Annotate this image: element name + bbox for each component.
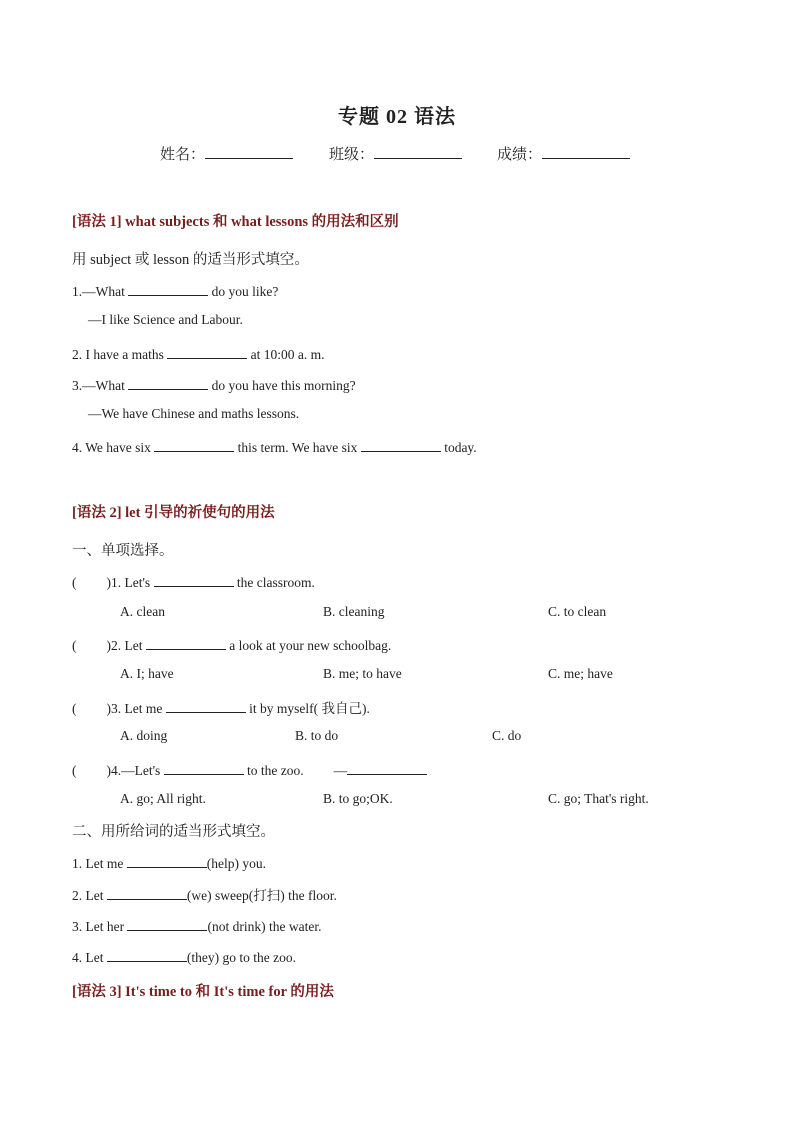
fill-question-3: 3. Let her (not drink) the water. — [72, 916, 321, 935]
answer-blank[interactable] — [166, 698, 246, 713]
mc-question-4: ( )4.—Let's to the zoo. — — [72, 760, 427, 779]
question-3a: 3.—What do you have this morning? — [72, 375, 356, 394]
option-b[interactable]: B. to do — [295, 728, 339, 743]
name-field[interactable] — [160, 143, 293, 164]
section-heading-grammar-1: [语法 1] what subjects 和 what lessons 的用法和区别 — [72, 214, 399, 230]
answer-blank[interactable] — [167, 344, 247, 359]
class-field[interactable] — [329, 143, 462, 164]
option-a[interactable]: A. go; All right. — [120, 791, 206, 806]
class-blank[interactable] — [374, 144, 462, 159]
answer-blank[interactable] — [128, 375, 208, 390]
answer-blank[interactable] — [164, 760, 244, 775]
name-blank[interactable] — [205, 144, 293, 159]
answer-blank[interactable] — [146, 635, 226, 650]
option-a[interactable]: A. doing — [120, 728, 168, 743]
option-a[interactable]: A. clean — [120, 604, 165, 619]
mc-question-3: ( )3. Let me it by myself( 我自己). — [72, 697, 370, 717]
fill-question-1: 1. Let me (help) you. — [72, 853, 266, 872]
page-title: 专题 02 语法 — [338, 106, 456, 128]
answer-blank[interactable] — [154, 572, 234, 587]
question-4: 4. We have six this term. We have six today. — [72, 437, 477, 456]
section-heading-grammar-2: [语法 2] let 引导的祈使句的用法 — [72, 505, 275, 521]
section-heading-grammar-3: [语法 3] It's time to 和 It's time for 的用法 — [72, 984, 334, 1000]
answer-blank[interactable] — [361, 437, 441, 452]
question-2: 2. I have a maths at 10:00 a. m. — [72, 344, 324, 363]
score-field[interactable] — [497, 143, 630, 164]
question-3b: —We have Chinese and maths lessons. — [88, 406, 300, 421]
answer-blank[interactable] — [127, 916, 207, 931]
question-1b: —I like Science and Labour. — [88, 312, 243, 327]
option-c[interactable]: C. go; That's right. — [548, 791, 649, 806]
mc-question-2: ( )2. Let a look at your new schoolbag. — [72, 635, 391, 654]
option-c[interactable]: C. do — [492, 728, 522, 743]
part-1-title: 一、单项选择。 — [72, 543, 174, 559]
option-b[interactable]: B. to go;OK. — [323, 791, 393, 806]
class-label: 班级： — [329, 147, 375, 163]
answer-blank[interactable] — [128, 281, 208, 296]
part-2-title: 二、用所给词的适当形式填空。 — [72, 824, 275, 840]
answer-blank[interactable] — [107, 947, 187, 962]
name-label: 姓名： — [160, 147, 206, 163]
option-a[interactable]: A. I; have — [120, 666, 174, 681]
option-b[interactable]: B. me; to have — [323, 666, 402, 681]
option-c[interactable]: C. to clean — [548, 604, 607, 619]
instruction: 用 subject 或 lesson 的适当形式填空。 — [72, 252, 309, 268]
answer-blank[interactable] — [107, 885, 187, 900]
answer-blank[interactable] — [154, 437, 234, 452]
fill-question-4: 4. Let (they) go to the zoo. — [72, 947, 296, 966]
score-blank[interactable] — [542, 144, 630, 159]
score-label: 成绩： — [497, 147, 543, 163]
option-b[interactable]: B. cleaning — [323, 604, 385, 619]
mc-question-1: ( )1. Let's the classroom. — [72, 572, 315, 591]
answer-blank[interactable] — [347, 760, 427, 775]
answer-blank[interactable] — [127, 853, 207, 868]
fill-question-2: 2. Let (we) sweep(打扫) the floor. — [72, 884, 337, 904]
option-c[interactable]: C. me; have — [548, 666, 613, 681]
question-1a: 1.—What do you like? — [72, 281, 278, 300]
